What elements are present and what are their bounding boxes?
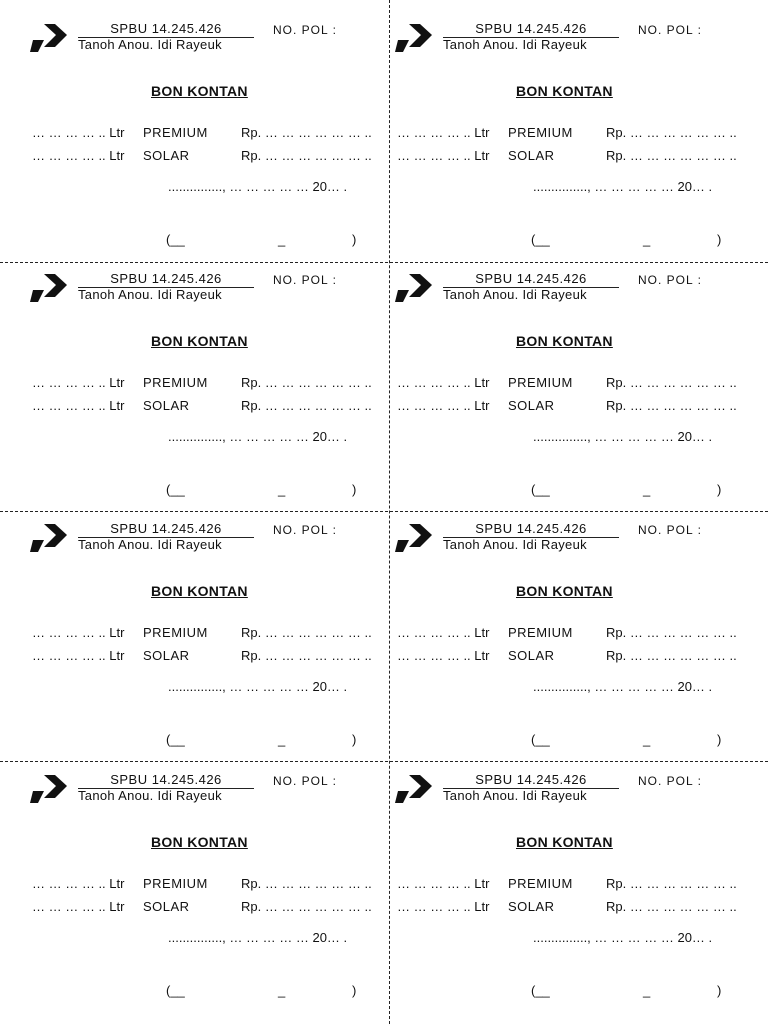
date-line: ..............., … … … … … 20… .	[168, 179, 348, 194]
fuel-row-premium	[397, 375, 747, 391]
date-line: ..............., … … … … … 20… .	[533, 179, 713, 194]
product-label: PREMIUM	[143, 125, 208, 140]
liters-field: … … … … .. Ltr	[32, 625, 125, 640]
pertamina-logo-icon	[30, 272, 74, 304]
plate-number-label: NO. POL :	[638, 523, 702, 537]
liters-field: … … … … .. Ltr	[397, 375, 490, 390]
signature-mid: _	[278, 232, 286, 247]
liters-field: … … … … .. Ltr	[32, 125, 125, 140]
amount-field: Rp. … … … … … … ..	[606, 625, 737, 640]
amount-field: Rp. … … … … … … ..	[606, 398, 737, 413]
amount-field: Rp. … … … … … … ..	[241, 876, 372, 891]
station-address: Tanoh Anou. Idi Rayeuk	[443, 287, 587, 302]
amount-field: Rp. … … … … … … ..	[241, 625, 372, 640]
liters-field: … … … … .. Ltr	[32, 375, 125, 390]
fuel-row-premium	[397, 876, 747, 892]
fuel-row-solar	[32, 398, 382, 414]
date-line: ..............., … … … … … 20… .	[533, 679, 713, 694]
station-address: Tanoh Anou. Idi Rayeuk	[443, 788, 587, 803]
voucher	[365, 0, 749, 250]
signature-open: (__	[531, 482, 550, 497]
pertamina-logo-icon	[395, 773, 439, 805]
amount-field: Rp. … … … … … … ..	[606, 148, 737, 163]
voucher-title: BON KONTAN	[516, 333, 613, 349]
product-label: PREMIUM	[143, 375, 208, 390]
voucher	[0, 0, 384, 250]
amount-field: Rp. … … … … … … ..	[606, 375, 737, 390]
voucher-title: BON KONTAN	[516, 583, 613, 599]
signature-close: )	[352, 983, 357, 998]
product-label: SOLAR	[143, 899, 190, 914]
product-label: PREMIUM	[508, 375, 573, 390]
fuel-row-premium	[397, 125, 747, 141]
date-line: ..............., … … … … … 20… .	[168, 679, 348, 694]
pertamina-logo-icon	[395, 272, 439, 304]
station-number: SPBU 14.245.426	[443, 522, 619, 538]
station-address: Tanoh Anou. Idi Rayeuk	[78, 537, 222, 552]
voucher	[365, 751, 749, 1001]
voucher-title: BON KONTAN	[516, 834, 613, 850]
station-number: SPBU 14.245.426	[443, 272, 619, 288]
product-label: PREMIUM	[508, 876, 573, 891]
signature-close: )	[717, 983, 722, 998]
signature-mid: _	[643, 232, 651, 247]
liters-field: … … … … .. Ltr	[397, 148, 490, 163]
date-line: ..............., … … … … … 20… .	[168, 930, 348, 945]
amount-field: Rp. … … … … … … ..	[241, 648, 372, 663]
product-label: PREMIUM	[508, 625, 573, 640]
station-number: SPBU 14.245.426	[78, 773, 254, 789]
product-label: SOLAR	[508, 398, 555, 413]
pertamina-logo-icon	[30, 522, 74, 554]
station-address: Tanoh Anou. Idi Rayeuk	[78, 788, 222, 803]
signature-mid: _	[278, 983, 286, 998]
amount-field: Rp. … … … … … … ..	[241, 398, 372, 413]
station-number: SPBU 14.245.426	[78, 522, 254, 538]
amount-field: Rp. … … … … … … ..	[606, 876, 737, 891]
signature-close: )	[352, 732, 357, 747]
signature-open: (__	[531, 232, 550, 247]
station-address: Tanoh Anou. Idi Rayeuk	[78, 37, 222, 52]
pertamina-logo-icon	[395, 522, 439, 554]
plate-number-label: NO. POL :	[273, 23, 337, 37]
product-label: PREMIUM	[508, 125, 573, 140]
liters-field: … … … … .. Ltr	[397, 899, 490, 914]
signature-open: (__	[166, 732, 185, 747]
station-number: SPBU 14.245.426	[443, 22, 619, 38]
signature-close: )	[717, 482, 722, 497]
liters-field: … … … … .. Ltr	[397, 648, 490, 663]
voucher-title: BON KONTAN	[151, 583, 248, 599]
fuel-row-premium	[397, 625, 747, 641]
plate-number-label: NO. POL :	[638, 774, 702, 788]
signature-mid: _	[643, 732, 651, 747]
station-address: Tanoh Anou. Idi Rayeuk	[78, 287, 222, 302]
voucher	[0, 751, 384, 1001]
liters-field: … … … … .. Ltr	[32, 876, 125, 891]
amount-field: Rp. … … … … … … ..	[241, 375, 372, 390]
signature-open: (__	[531, 732, 550, 747]
product-label: SOLAR	[508, 648, 555, 663]
product-label: SOLAR	[143, 148, 190, 163]
product-label: SOLAR	[143, 398, 190, 413]
amount-field: Rp. … … … … … … ..	[606, 648, 737, 663]
plate-number-label: NO. POL :	[638, 23, 702, 37]
signature-mid: _	[278, 732, 286, 747]
signature-open: (__	[166, 983, 185, 998]
product-label: PREMIUM	[143, 876, 208, 891]
liters-field: … … … … .. Ltr	[32, 398, 125, 413]
fuel-row-solar	[32, 899, 382, 915]
liters-field: … … … … .. Ltr	[397, 625, 490, 640]
fuel-row-solar	[397, 148, 747, 164]
signature-mid: _	[278, 482, 286, 497]
fuel-row-solar	[397, 899, 747, 915]
date-line: ..............., … … … … … 20… .	[168, 429, 348, 444]
fuel-row-premium	[32, 125, 382, 141]
signature-open: (__	[531, 983, 550, 998]
voucher	[365, 250, 749, 500]
voucher	[0, 500, 384, 750]
liters-field: … … … … .. Ltr	[397, 398, 490, 413]
plate-number-label: NO. POL :	[638, 273, 702, 287]
liters-field: … … … … .. Ltr	[32, 648, 125, 663]
voucher	[365, 500, 749, 750]
plate-number-label: NO. POL :	[273, 523, 337, 537]
signature-mid: _	[643, 983, 651, 998]
product-label: SOLAR	[508, 148, 555, 163]
plate-number-label: NO. POL :	[273, 774, 337, 788]
station-address: Tanoh Anou. Idi Rayeuk	[443, 37, 587, 52]
fuel-row-solar	[397, 398, 747, 414]
fuel-row-solar	[32, 648, 382, 664]
amount-field: Rp. … … … … … … ..	[241, 125, 372, 140]
date-line: ..............., … … … … … 20… .	[533, 930, 713, 945]
signature-close: )	[717, 232, 722, 247]
station-number: SPBU 14.245.426	[78, 22, 254, 38]
amount-field: Rp. … … … … … … ..	[606, 899, 737, 914]
product-label: SOLAR	[508, 899, 555, 914]
amount-field: Rp. … … … … … … ..	[606, 125, 737, 140]
voucher	[0, 250, 384, 500]
plate-number-label: NO. POL :	[273, 273, 337, 287]
liters-field: … … … … .. Ltr	[397, 125, 490, 140]
pertamina-logo-icon	[30, 773, 74, 805]
voucher-title: BON KONTAN	[151, 83, 248, 99]
voucher-title: BON KONTAN	[516, 83, 613, 99]
product-label: SOLAR	[143, 648, 190, 663]
station-number: SPBU 14.245.426	[78, 272, 254, 288]
signature-open: (__	[166, 482, 185, 497]
liters-field: … … … … .. Ltr	[32, 148, 125, 163]
station-address: Tanoh Anou. Idi Rayeuk	[443, 537, 587, 552]
voucher-title: BON KONTAN	[151, 834, 248, 850]
pertamina-logo-icon	[395, 22, 439, 54]
amount-field: Rp. … … … … … … ..	[241, 899, 372, 914]
fuel-row-premium	[32, 625, 382, 641]
date-line: ..............., … … … … … 20… .	[533, 429, 713, 444]
liters-field: … … … … .. Ltr	[32, 899, 125, 914]
signature-open: (__	[166, 232, 185, 247]
signature-mid: _	[643, 482, 651, 497]
fuel-row-premium	[32, 375, 382, 391]
signature-close: )	[717, 732, 722, 747]
voucher-title: BON KONTAN	[151, 333, 248, 349]
signature-close: )	[352, 232, 357, 247]
signature-close: )	[352, 482, 357, 497]
product-label: PREMIUM	[143, 625, 208, 640]
fuel-row-solar	[32, 148, 382, 164]
fuel-row-premium	[32, 876, 382, 892]
station-number: SPBU 14.245.426	[443, 773, 619, 789]
amount-field: Rp. … … … … … … ..	[241, 148, 372, 163]
liters-field: … … … … .. Ltr	[397, 876, 490, 891]
fuel-row-solar	[397, 648, 747, 664]
pertamina-logo-icon	[30, 22, 74, 54]
